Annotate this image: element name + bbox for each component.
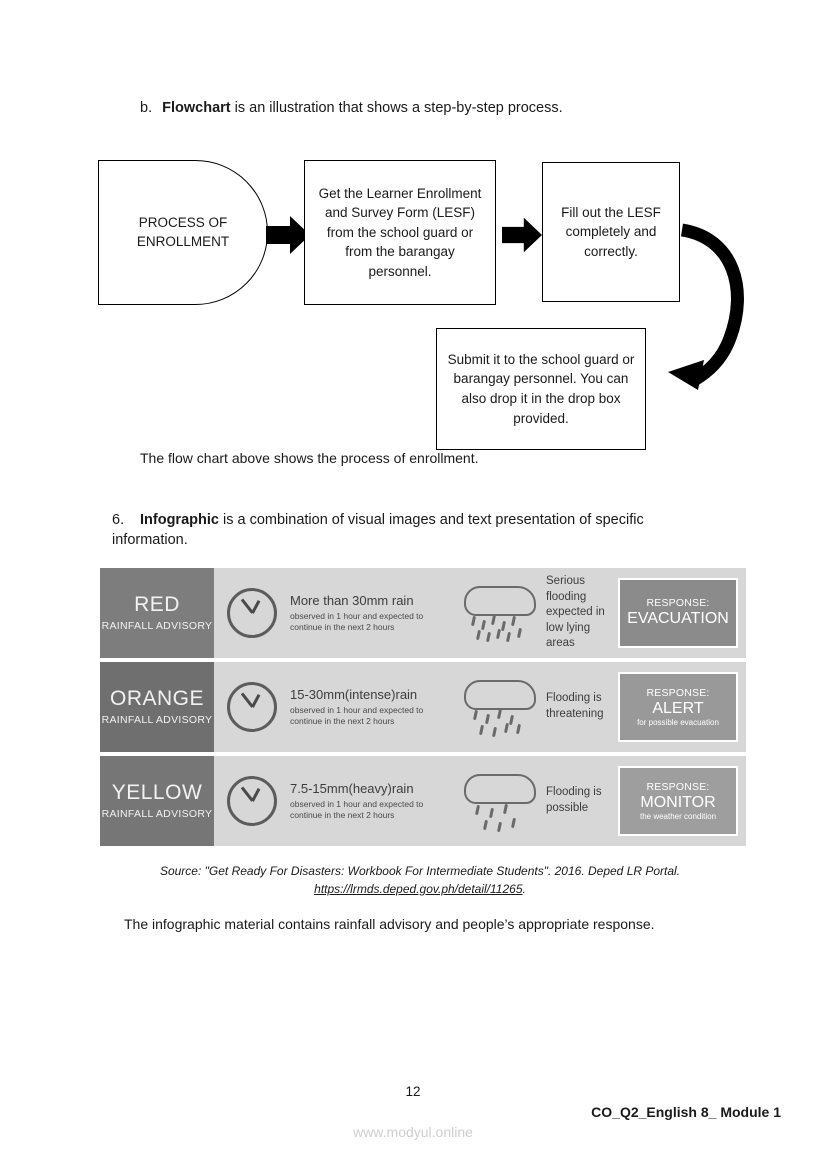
cloud-cell-red xyxy=(450,568,546,658)
rain-amount-yellow: 7.5-15mm(heavy)rain xyxy=(290,780,414,796)
advisory-level-yellow-title: YELLOW xyxy=(111,781,203,804)
advisory-level-red-subtitle: RAINFALL ADVISORY xyxy=(101,620,213,632)
item-b-term: Flowchart xyxy=(162,100,231,116)
cloud-shape xyxy=(464,774,536,804)
infographic-row-yellow xyxy=(100,756,746,846)
page-number: 12 xyxy=(405,1084,421,1099)
arrow-right-icon-2 xyxy=(502,216,542,254)
item-6-number: 6. xyxy=(112,512,125,528)
response-red-action: EVACUATION xyxy=(627,610,729,628)
flowchart-diagram xyxy=(98,160,758,460)
rain-cloud-icon xyxy=(460,676,536,738)
source-link[interactable]: https://lrmds.deped.gov.ph/detail/11265 xyxy=(314,882,523,896)
cloud-shape xyxy=(464,680,536,710)
item-b-marker: b. xyxy=(140,100,153,116)
clock-icon xyxy=(227,588,277,638)
response-yellow-note: the weather condition xyxy=(639,812,717,822)
source-period: . xyxy=(522,882,526,896)
flow-node-start-label: PROCESS OF ENROLLMENT xyxy=(136,215,230,249)
response-orange-action: ALERT xyxy=(652,699,704,717)
cloud-shape xyxy=(464,586,536,616)
item-6-text: is a combination of visual images and text presentation of specific information. xyxy=(112,512,644,549)
rain-cloud-icon xyxy=(460,770,536,832)
rain-info-red xyxy=(290,568,450,658)
infographic-row-orange xyxy=(100,662,746,756)
flow-node-step3 xyxy=(436,328,646,450)
footer-module-code: CO_Q2_English 8_ Module 1 xyxy=(591,1104,781,1120)
infographic-caption: The infographic material contains rainfall advisory and people’s appropriate response. xyxy=(124,916,655,932)
flow-node-step3-label: Submit it to the school guard or barangay personnel. You can also drop it in the drop box provided. xyxy=(447,351,635,426)
advisory-level-orange-subtitle: RAINFALL ADVISORY xyxy=(101,714,213,726)
rain-info-yellow xyxy=(290,756,450,846)
clock-cell-red xyxy=(214,568,290,658)
flow-node-start xyxy=(98,160,268,305)
curved-arrow-icon xyxy=(638,220,758,395)
item-b-flowchart-definition xyxy=(140,99,700,119)
advisory-level-red-title: RED xyxy=(134,593,180,616)
item-6-infographic-definition xyxy=(112,510,712,551)
response-red xyxy=(618,578,738,648)
watermark-text: www.modyul.online xyxy=(353,1124,473,1140)
effect-red: Serious flooding expected in low lying areas xyxy=(546,575,605,650)
response-yellow xyxy=(618,766,738,836)
response-orange xyxy=(618,672,738,742)
rain-note-yellow: observed in 1 hour and expected to continue in the next 2 hours xyxy=(290,798,424,820)
cloud-cell-orange xyxy=(450,662,546,752)
effect-orange: Flooding is threatening xyxy=(546,692,604,720)
advisory-level-yellow-subtitle: RAINFALL ADVISORY xyxy=(101,808,213,820)
infographic-row-red xyxy=(100,568,746,662)
source-citation xyxy=(110,862,730,898)
response-yellow-action: MONITOR xyxy=(640,793,716,811)
rain-info-orange xyxy=(290,662,450,752)
infographic-image xyxy=(100,568,746,846)
flow-node-step1-label: Get the Learner Enrollment and Survey Form (LESF) from the school guard or from the barangay personnel. xyxy=(318,185,482,279)
item-b-text: is an illustration that shows a step-by-step process. xyxy=(230,100,563,116)
cloud-cell-yellow xyxy=(450,756,546,846)
source-text: Source: "Get Ready For Disasters: Workbook For Intermediate Students". 2016. Deped LR Portal. xyxy=(159,864,681,878)
rain-amount-orange: 15-30mm(intense)rain xyxy=(290,686,418,702)
rain-note-red: observed in 1 hour and expected to continue in the next 2 hours xyxy=(290,610,424,632)
clock-icon xyxy=(227,776,277,826)
advisory-level-orange xyxy=(100,662,214,752)
flowchart-caption: The flow chart above shows the process of enrollment. xyxy=(140,450,479,466)
flow-node-step2-label: Fill out the LESF completely and correctly. xyxy=(561,204,661,259)
item-6-term: Infographic xyxy=(140,512,219,528)
advisory-level-yellow xyxy=(100,756,214,846)
response-red-label: RESPONSE: xyxy=(646,597,710,610)
clock-cell-yellow xyxy=(214,756,290,846)
effect-yellow: Flooding is possible xyxy=(546,786,602,814)
response-yellow-label: RESPONSE: xyxy=(646,780,710,793)
advisory-level-orange-title: ORANGE xyxy=(109,687,204,710)
clock-icon xyxy=(227,682,277,732)
clock-cell-orange xyxy=(214,662,290,752)
rain-cloud-icon xyxy=(460,582,536,644)
flow-node-step1 xyxy=(304,160,496,305)
advisory-level-red xyxy=(100,568,214,658)
response-orange-note: for possible evacuation xyxy=(637,718,719,728)
response-orange-label: RESPONSE: xyxy=(646,686,710,699)
rain-amount-red: More than 30mm rain xyxy=(290,592,414,608)
rain-note-orange: observed in 1 hour and expected to continue in the next 2 hours xyxy=(290,704,424,726)
